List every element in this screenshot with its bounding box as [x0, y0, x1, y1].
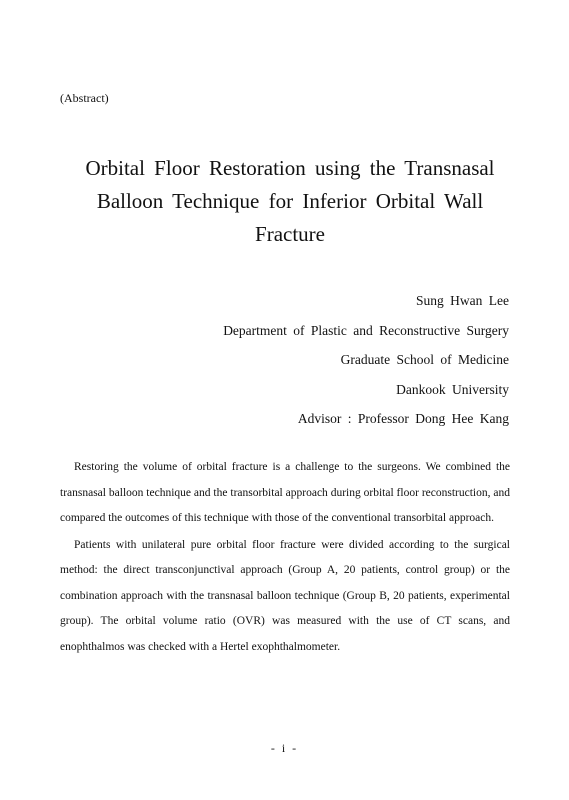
author-name: Sung Hwan Lee: [416, 293, 509, 308]
paper-title: [40, 152, 540, 251]
abstract-body: [60, 455, 510, 661]
author-department: Department of Plastic and Reconstructive Surgery: [223, 322, 509, 338]
author-advisor: Advisor : Professor Dong Hee Kang: [297, 411, 509, 427]
abstract-label: (Abstract): [60, 91, 109, 105]
author-school: Graduate School of Medicine: [340, 352, 509, 368]
abstract-paragraph-1: Restoring the volume of orbital fracture is a challenge to the surgeons. We combined the transnasal balloon technique and the transorbital approach during orbital floor reconstruction, and compared the outcomes of this technique with those of the conventional transorbital approach.: [60, 461, 510, 524]
author-block: [223, 286, 509, 434]
author-university: Dankook University: [396, 381, 509, 397]
title-line-1: Orbital Floor Restoration using the Transnasal: [85, 156, 495, 180]
page-number: - i -: [270, 741, 299, 755]
abstract-paragraph-2: Patients with unilateral pure orbital floor fracture were divided according to the surgical method: the direct transconjunctival approach (Group A, 20 patients, control group) or the combination approach with the transnasal balloon technique (Group B, 20 patients, experimental group). The orbital volume ratio (OVR) was measured with the use of CT scans, and enophthalmos was checked with a Hertel exophthalmometer.: [60, 538, 510, 653]
title-line-3: Fracture: [255, 222, 325, 246]
title-line-2: Balloon Technique for Inferior Orbital Wall: [96, 189, 484, 213]
